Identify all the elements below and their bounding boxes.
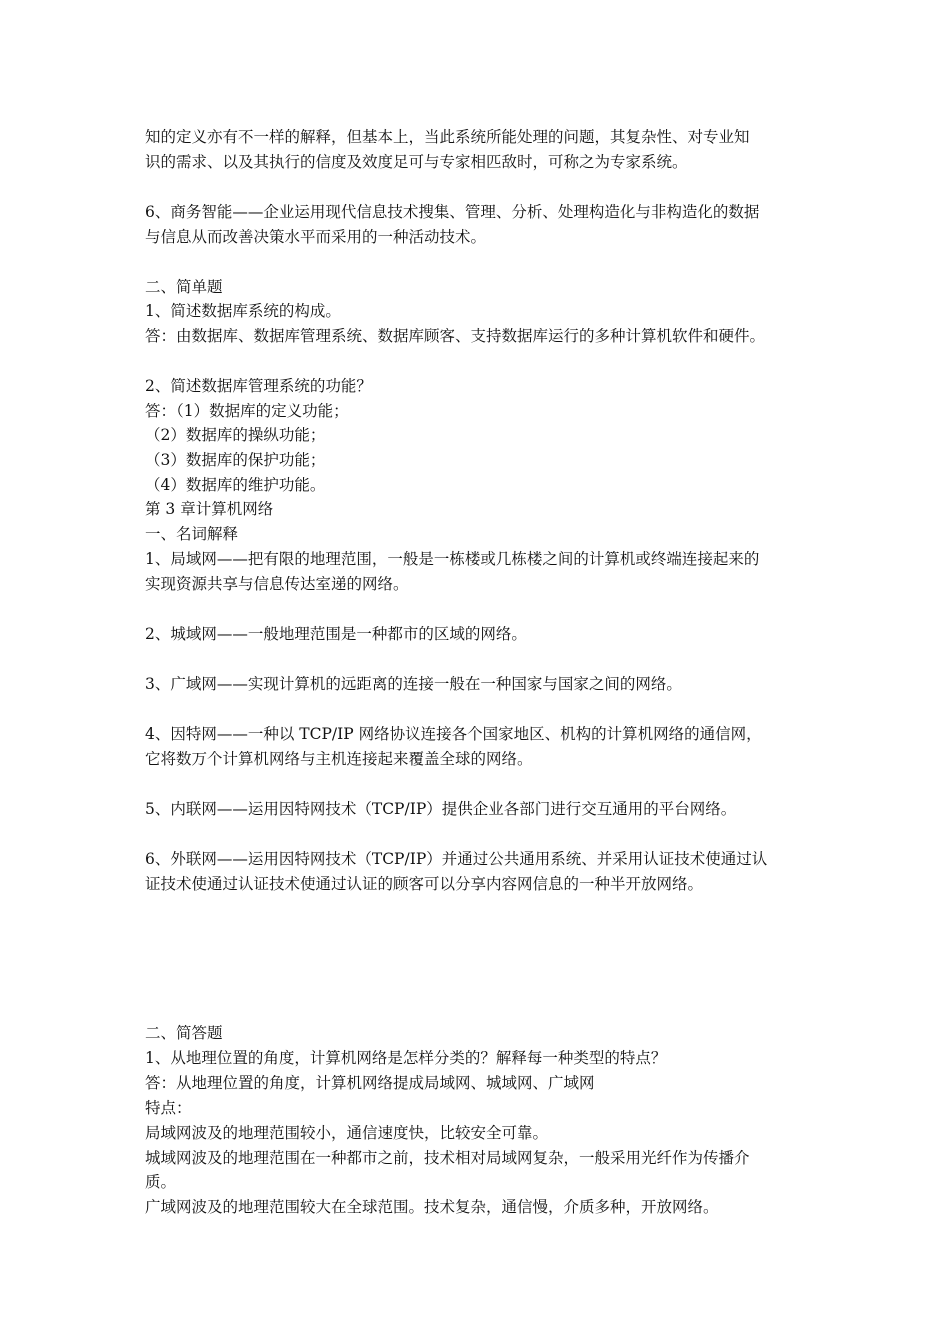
- section-heading: 一、名词解释: [145, 525, 239, 543]
- text-line: 5、内联网——运用因特网技术（TCP/IP）提供企业各部门进行交互通用的平台网络。: [145, 800, 737, 818]
- text-line: 识的需求、以及其执行的信度及效度足可与专家相匹敌时，可称之为专家系统。: [145, 153, 688, 171]
- question: 1、从地理位置的角度，计算机网络是怎样分类的？解释每一种类型的特点？: [145, 1049, 667, 1067]
- text-line: 它将数万个计算机网络与主机连接起来覆盖全球的网络。: [145, 750, 533, 768]
- section-heading: 二、简单题: [145, 278, 223, 296]
- text-line: 2、城域网——一般地理范围是一种都市的区域的网络。: [145, 625, 527, 643]
- text-line: 证技术使通过认证技术使通过认证的顾客可以分享内容网信息的一种半开放网络。: [145, 875, 704, 893]
- text-line: 3、广域网——实现计算机的远距离的连接一般在一种国家与国家之间的网络。: [145, 675, 682, 693]
- answer: 答：从地理位置的角度，计算机网络提成局域网、城域网、广域网: [145, 1074, 595, 1092]
- question: 1、简述数据库系统的构成。: [145, 302, 341, 320]
- answer: 答：（1）数据库的定义功能；: [145, 402, 349, 420]
- text-line: 6、商务智能——企业运用现代信息技术搜集、管理、分析、处理构造化与非构造化的数据: [145, 203, 760, 221]
- text-line: 城域网波及的地理范围在一种都市之前，技术相对局域网复杂，一般采用光纤作为传播介: [145, 1149, 750, 1167]
- text-line: 广域网波及的地理范围较大在全球范围。技术复杂，通信慢，介质多种，开放网络。: [145, 1198, 719, 1216]
- text-line: 质。: [145, 1173, 177, 1191]
- text-line: 特点：: [145, 1099, 192, 1117]
- answer: 答：由数据库、数据库管理系统、数据库顾客、支持数据库运行的多种计算机软件和硬件。: [145, 327, 766, 345]
- text-line: 实现资源共享与信息传达室递的网络。: [145, 575, 409, 593]
- text-line: 与信息从而改善决策水平而采用的一种活动技术。: [145, 228, 487, 246]
- question: 2、简述数据库管理系统的功能？: [145, 377, 372, 395]
- text-line: 4、因特网——一种以 TCP/IP 网络协议连接各个国家地区、机构的计算机网络的通信网，: [145, 725, 762, 743]
- text-line: 局域网波及的地理范围较小，通信速度快，比较安全可靠。: [145, 1124, 549, 1142]
- text-line: 1、局域网——把有限的地理范围，一般是一栋楼或几栋楼之间的计算机或终端连接起来的: [145, 550, 760, 568]
- answer-item: （3）数据库的保护功能；: [145, 451, 326, 469]
- text-line: 6、外联网——运用因特网技术（TCP/IP）并通过公共通用系统、并采用认证技术使通过认: [145, 850, 768, 868]
- answer-item: （4）数据库的维护功能。: [145, 476, 326, 494]
- text-line: 知的定义亦有不一样的解释，但基本上，当此系统所能处理的问题，其复杂性、对专业知: [145, 128, 750, 146]
- chapter-heading: 第 3 章计算机网络: [145, 500, 274, 518]
- answer-item: （2）数据库的操纵功能；: [145, 426, 326, 444]
- section-heading: 二、简答题: [145, 1024, 223, 1042]
